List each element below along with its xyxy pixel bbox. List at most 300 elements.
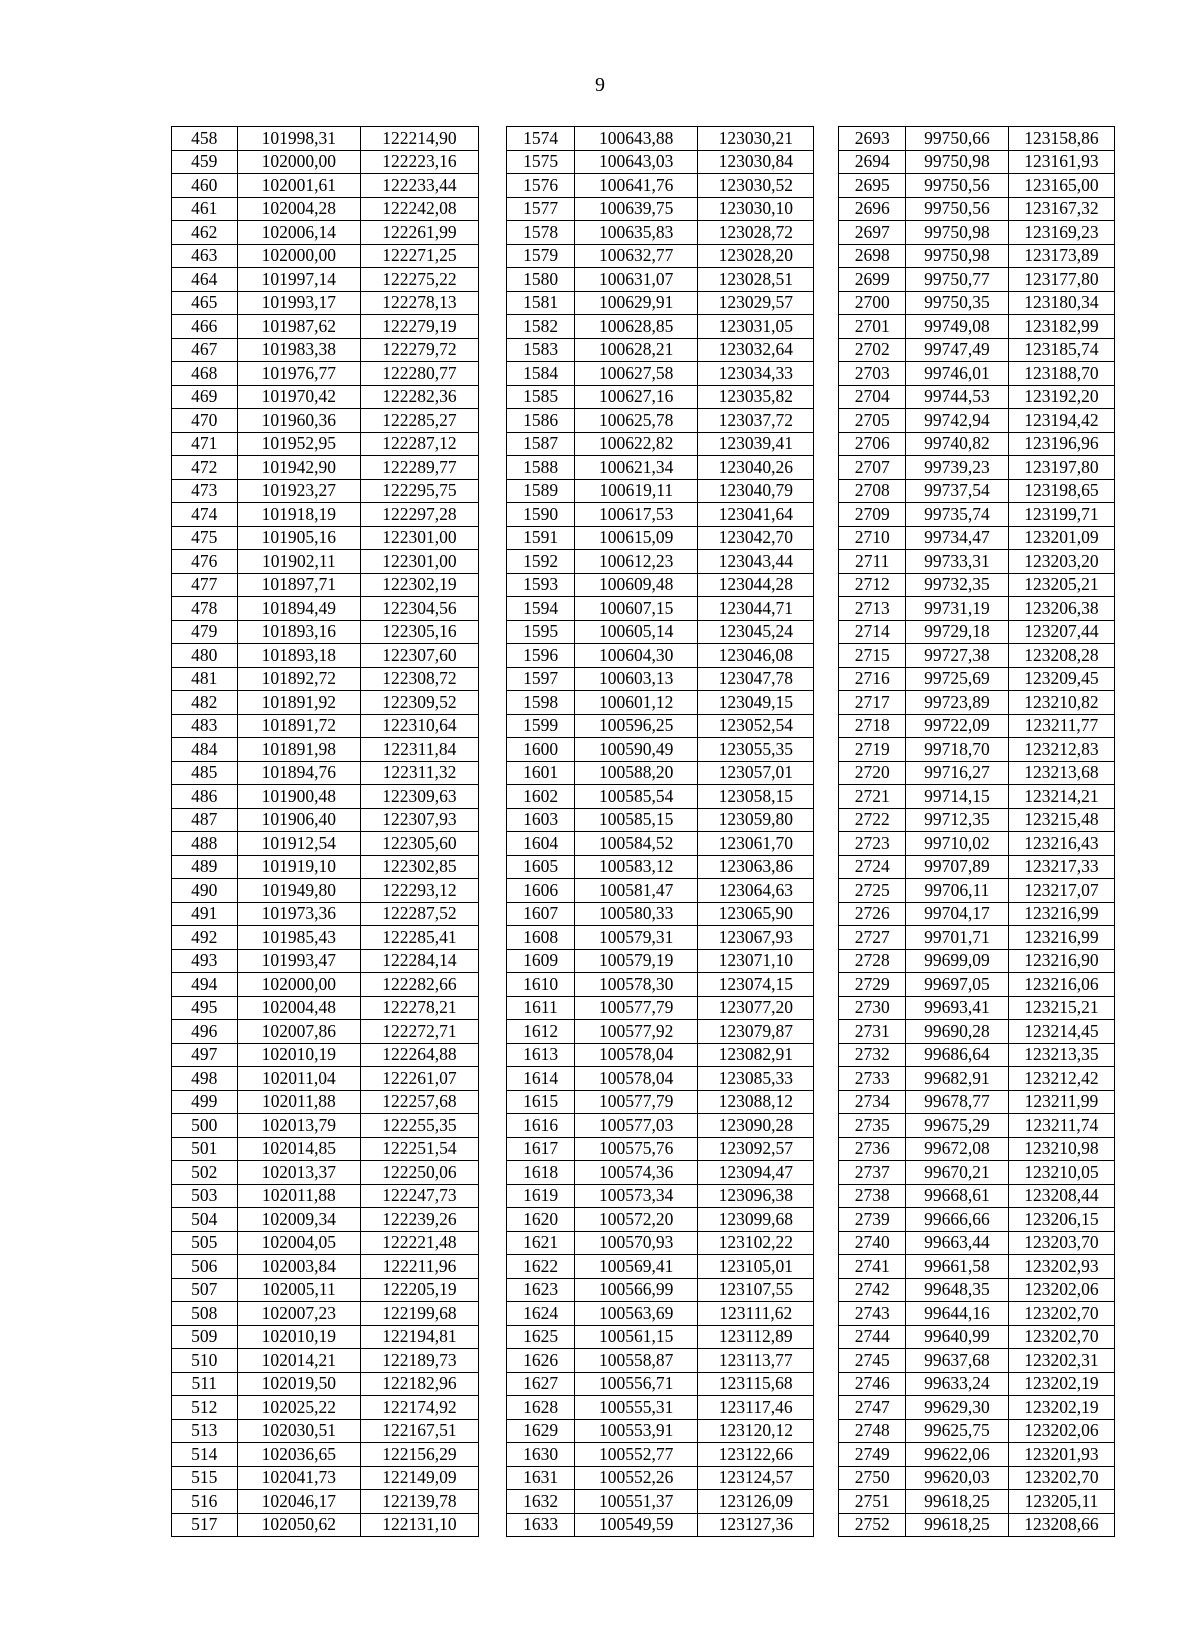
point-number-cell: 485	[172, 761, 238, 785]
y-coordinate-cell: 123209,45	[1008, 667, 1114, 691]
x-coordinate-cell: 100573,34	[575, 1184, 698, 1208]
x-coordinate-cell: 100572,20	[575, 1208, 698, 1232]
point-number-cell: 1581	[506, 291, 575, 315]
y-coordinate-cell: 122311,32	[361, 761, 478, 785]
point-number-cell: 509	[172, 1325, 238, 1349]
column-gap	[814, 432, 839, 456]
column-gap	[478, 174, 506, 198]
table-row	[172, 456, 1115, 480]
x-coordinate-cell: 99663,44	[905, 1231, 1008, 1255]
point-number-cell: 2708	[839, 479, 906, 503]
y-coordinate-cell: 122272,71	[361, 1020, 478, 1044]
column-gap	[814, 996, 839, 1020]
y-coordinate-cell: 123180,34	[1008, 291, 1114, 315]
column-gap	[478, 1325, 506, 1349]
x-coordinate-cell: 102005,11	[237, 1278, 361, 1302]
y-coordinate-cell: 123124,57	[698, 1466, 814, 1490]
y-coordinate-cell: 122149,09	[361, 1466, 478, 1490]
x-coordinate-cell: 99704,17	[905, 902, 1008, 926]
column-gap	[814, 644, 839, 668]
point-number-cell: 1631	[506, 1466, 575, 1490]
y-coordinate-cell: 122305,16	[361, 620, 478, 644]
y-coordinate-cell: 123192,20	[1008, 385, 1114, 409]
y-coordinate-cell: 122307,93	[361, 808, 478, 832]
y-coordinate-cell: 123099,68	[698, 1208, 814, 1232]
point-number-cell: 460	[172, 174, 238, 198]
table-row	[172, 550, 1115, 574]
y-coordinate-cell: 123158,86	[1008, 127, 1114, 151]
point-number-cell: 2700	[839, 291, 906, 315]
point-number-cell: 1586	[506, 409, 575, 433]
y-coordinate-cell: 122214,90	[361, 127, 478, 151]
x-coordinate-cell: 99750,98	[905, 244, 1008, 268]
x-coordinate-cell: 102014,21	[237, 1349, 361, 1373]
y-coordinate-cell: 123040,79	[698, 479, 814, 503]
column-gap	[478, 1114, 506, 1138]
y-coordinate-cell: 122131,10	[361, 1513, 478, 1537]
x-coordinate-cell: 101983,38	[237, 338, 361, 362]
y-coordinate-cell: 122279,72	[361, 338, 478, 362]
table-row	[172, 949, 1115, 973]
point-number-cell: 2742	[839, 1278, 906, 1302]
x-coordinate-cell: 102004,28	[237, 197, 361, 221]
x-coordinate-cell: 100612,23	[575, 550, 698, 574]
x-coordinate-cell: 100619,11	[575, 479, 698, 503]
y-coordinate-cell: 122302,19	[361, 573, 478, 597]
x-coordinate-cell: 99731,19	[905, 597, 1008, 621]
point-number-cell: 2704	[839, 385, 906, 409]
table-row	[172, 526, 1115, 550]
column-gap	[814, 1372, 839, 1396]
column-gap	[478, 902, 506, 926]
table-row	[172, 808, 1115, 832]
x-coordinate-cell: 102000,00	[237, 244, 361, 268]
point-number-cell: 1582	[506, 315, 575, 339]
y-coordinate-cell: 123203,20	[1008, 550, 1114, 574]
column-gap	[478, 761, 506, 785]
y-coordinate-cell: 123202,93	[1008, 1255, 1114, 1279]
y-coordinate-cell: 123202,06	[1008, 1278, 1114, 1302]
y-coordinate-cell: 122285,27	[361, 409, 478, 433]
y-coordinate-cell: 123165,00	[1008, 174, 1114, 198]
table-row	[172, 714, 1115, 738]
table-row	[172, 1208, 1115, 1232]
column-gap	[478, 597, 506, 621]
point-number-cell: 2736	[839, 1137, 906, 1161]
column-gap	[478, 432, 506, 456]
column-gap	[814, 338, 839, 362]
point-number-cell: 502	[172, 1161, 238, 1185]
table-row	[172, 926, 1115, 950]
y-coordinate-cell: 123057,01	[698, 761, 814, 785]
y-coordinate-cell: 123167,32	[1008, 197, 1114, 221]
y-coordinate-cell: 122285,41	[361, 926, 478, 950]
x-coordinate-cell: 99727,38	[905, 644, 1008, 668]
point-number-cell: 511	[172, 1372, 238, 1396]
table-row	[172, 1490, 1115, 1514]
column-gap	[478, 385, 506, 409]
y-coordinate-cell: 123210,82	[1008, 691, 1114, 715]
point-number-cell: 1617	[506, 1137, 575, 1161]
x-coordinate-cell: 100632,77	[575, 244, 698, 268]
column-gap	[814, 761, 839, 785]
table-row	[172, 197, 1115, 221]
column-gap	[478, 479, 506, 503]
column-gap	[814, 1184, 839, 1208]
table-row	[172, 879, 1115, 903]
y-coordinate-cell: 122271,25	[361, 244, 478, 268]
y-coordinate-cell: 123217,33	[1008, 855, 1114, 879]
point-number-cell: 2698	[839, 244, 906, 268]
column-gap	[814, 291, 839, 315]
y-coordinate-cell: 123201,93	[1008, 1443, 1114, 1467]
column-gap	[478, 644, 506, 668]
point-number-cell: 515	[172, 1466, 238, 1490]
y-coordinate-cell: 123032,64	[698, 338, 814, 362]
x-coordinate-cell: 100569,41	[575, 1255, 698, 1279]
x-coordinate-cell: 100615,09	[575, 526, 698, 550]
column-gap	[814, 1137, 839, 1161]
x-coordinate-cell: 100627,58	[575, 362, 698, 386]
x-coordinate-cell: 100556,71	[575, 1372, 698, 1396]
x-coordinate-cell: 101919,10	[237, 855, 361, 879]
y-coordinate-cell: 123112,89	[698, 1325, 814, 1349]
y-coordinate-cell: 122264,88	[361, 1043, 478, 1067]
x-coordinate-cell: 100579,19	[575, 949, 698, 973]
point-number-cell: 1610	[506, 973, 575, 997]
y-coordinate-cell: 122250,06	[361, 1161, 478, 1185]
point-number-cell: 2706	[839, 432, 906, 456]
x-coordinate-cell: 99699,09	[905, 949, 1008, 973]
table-row	[172, 315, 1115, 339]
point-number-cell: 494	[172, 973, 238, 997]
x-coordinate-cell: 99668,61	[905, 1184, 1008, 1208]
y-coordinate-cell: 123079,87	[698, 1020, 814, 1044]
column-gap	[814, 738, 839, 762]
point-number-cell: 473	[172, 479, 238, 503]
table-row	[172, 785, 1115, 809]
y-coordinate-cell: 123202,19	[1008, 1396, 1114, 1420]
point-number-cell: 493	[172, 949, 238, 973]
y-coordinate-cell: 123205,11	[1008, 1490, 1114, 1514]
x-coordinate-cell: 101976,77	[237, 362, 361, 386]
point-number-cell: 517	[172, 1513, 238, 1537]
x-coordinate-cell: 100577,03	[575, 1114, 698, 1138]
x-coordinate-cell: 100604,30	[575, 644, 698, 668]
x-coordinate-cell: 101894,76	[237, 761, 361, 785]
y-coordinate-cell: 123214,45	[1008, 1020, 1114, 1044]
y-coordinate-cell: 123211,74	[1008, 1114, 1114, 1138]
x-coordinate-cell: 102046,17	[237, 1490, 361, 1514]
x-coordinate-cell: 101923,27	[237, 479, 361, 503]
table-row	[172, 1090, 1115, 1114]
point-number-cell: 2738	[839, 1184, 906, 1208]
point-number-cell: 2697	[839, 221, 906, 245]
y-coordinate-cell: 122305,60	[361, 832, 478, 856]
column-gap	[478, 197, 506, 221]
x-coordinate-cell: 100584,52	[575, 832, 698, 856]
y-coordinate-cell: 122194,81	[361, 1325, 478, 1349]
y-coordinate-cell: 123092,57	[698, 1137, 814, 1161]
point-number-cell: 1603	[506, 808, 575, 832]
y-coordinate-cell: 123090,28	[698, 1114, 814, 1138]
y-coordinate-cell: 122309,52	[361, 691, 478, 715]
table-row	[172, 1513, 1115, 1537]
x-coordinate-cell: 99722,09	[905, 714, 1008, 738]
point-number-cell: 468	[172, 362, 238, 386]
x-coordinate-cell: 100553,91	[575, 1419, 698, 1443]
point-number-cell: 505	[172, 1231, 238, 1255]
point-number-cell: 1576	[506, 174, 575, 198]
x-coordinate-cell: 100555,31	[575, 1396, 698, 1420]
y-coordinate-cell: 122199,68	[361, 1302, 478, 1326]
table-row	[172, 1067, 1115, 1091]
table-row	[172, 855, 1115, 879]
point-number-cell: 1614	[506, 1067, 575, 1091]
x-coordinate-cell: 100578,04	[575, 1067, 698, 1091]
coordinates-table	[171, 126, 1115, 1537]
x-coordinate-cell: 102011,04	[237, 1067, 361, 1091]
point-number-cell: 2712	[839, 573, 906, 597]
y-coordinate-cell: 123028,20	[698, 244, 814, 268]
x-coordinate-cell: 102013,37	[237, 1161, 361, 1185]
column-gap	[814, 268, 839, 292]
x-coordinate-cell: 101960,36	[237, 409, 361, 433]
table-row	[172, 620, 1115, 644]
column-gap	[814, 315, 839, 339]
x-coordinate-cell: 101906,40	[237, 808, 361, 832]
y-coordinate-cell: 123122,66	[698, 1443, 814, 1467]
column-gap	[814, 550, 839, 574]
point-number-cell: 1618	[506, 1161, 575, 1185]
point-number-cell: 2725	[839, 879, 906, 903]
column-gap	[814, 479, 839, 503]
y-coordinate-cell: 123210,98	[1008, 1137, 1114, 1161]
point-number-cell: 2705	[839, 409, 906, 433]
y-coordinate-cell: 122311,84	[361, 738, 478, 762]
point-number-cell: 463	[172, 244, 238, 268]
y-coordinate-cell: 123202,70	[1008, 1302, 1114, 1326]
point-number-cell: 1608	[506, 926, 575, 950]
point-number-cell: 1595	[506, 620, 575, 644]
point-number-cell: 2718	[839, 714, 906, 738]
x-coordinate-cell: 102004,05	[237, 1231, 361, 1255]
x-coordinate-cell: 99693,41	[905, 996, 1008, 1020]
point-number-cell: 2732	[839, 1043, 906, 1067]
column-gap	[478, 926, 506, 950]
table-row	[172, 667, 1115, 691]
column-gap	[814, 174, 839, 198]
x-coordinate-cell: 101918,19	[237, 503, 361, 527]
y-coordinate-cell: 123215,48	[1008, 808, 1114, 832]
point-number-cell: 2711	[839, 550, 906, 574]
column-gap	[814, 503, 839, 527]
table-row	[172, 644, 1115, 668]
point-number-cell: 2751	[839, 1490, 906, 1514]
point-number-cell: 2729	[839, 973, 906, 997]
x-coordinate-cell: 99729,18	[905, 620, 1008, 644]
y-coordinate-cell: 123203,70	[1008, 1231, 1114, 1255]
x-coordinate-cell: 100585,54	[575, 785, 698, 809]
point-number-cell: 2724	[839, 855, 906, 879]
y-coordinate-cell: 123074,15	[698, 973, 814, 997]
column-gap	[814, 667, 839, 691]
x-coordinate-cell: 102010,19	[237, 1325, 361, 1349]
x-coordinate-cell: 101987,62	[237, 315, 361, 339]
point-number-cell: 1599	[506, 714, 575, 738]
x-coordinate-cell: 99750,77	[905, 268, 1008, 292]
y-coordinate-cell: 123055,35	[698, 738, 814, 762]
point-number-cell: 2739	[839, 1208, 906, 1232]
point-number-cell: 1607	[506, 902, 575, 926]
column-gap	[814, 1419, 839, 1443]
point-number-cell: 1597	[506, 667, 575, 691]
point-number-cell: 458	[172, 127, 238, 151]
y-coordinate-cell: 122308,72	[361, 667, 478, 691]
point-number-cell: 2733	[839, 1067, 906, 1091]
column-gap	[814, 573, 839, 597]
point-number-cell: 499	[172, 1090, 238, 1114]
point-number-cell: 475	[172, 526, 238, 550]
x-coordinate-cell: 99750,98	[905, 150, 1008, 174]
table-row	[172, 244, 1115, 268]
x-coordinate-cell: 99686,64	[905, 1043, 1008, 1067]
point-number-cell: 1588	[506, 456, 575, 480]
column-gap	[478, 973, 506, 997]
table-row	[172, 597, 1115, 621]
y-coordinate-cell: 122307,60	[361, 644, 478, 668]
y-coordinate-cell: 123177,80	[1008, 268, 1114, 292]
x-coordinate-cell: 99735,74	[905, 503, 1008, 527]
point-number-cell: 1630	[506, 1443, 575, 1467]
point-number-cell: 469	[172, 385, 238, 409]
point-number-cell: 2735	[839, 1114, 906, 1138]
y-coordinate-cell: 123173,89	[1008, 244, 1114, 268]
point-number-cell: 2694	[839, 150, 906, 174]
x-coordinate-cell: 99618,25	[905, 1513, 1008, 1537]
y-coordinate-cell: 123077,20	[698, 996, 814, 1020]
y-coordinate-cell: 123120,12	[698, 1419, 814, 1443]
y-coordinate-cell: 123107,55	[698, 1278, 814, 1302]
point-number-cell: 2726	[839, 902, 906, 926]
column-gap	[478, 1443, 506, 1467]
x-coordinate-cell: 101891,98	[237, 738, 361, 762]
x-coordinate-cell: 99716,27	[905, 761, 1008, 785]
point-number-cell: 486	[172, 785, 238, 809]
y-coordinate-cell: 123058,15	[698, 785, 814, 809]
column-gap	[814, 1513, 839, 1537]
point-number-cell: 491	[172, 902, 238, 926]
x-coordinate-cell: 100577,79	[575, 1090, 698, 1114]
column-gap	[814, 1302, 839, 1326]
point-number-cell: 1583	[506, 338, 575, 362]
column-gap	[814, 808, 839, 832]
table-row	[172, 221, 1115, 245]
x-coordinate-cell: 100643,03	[575, 150, 698, 174]
table-row	[172, 1372, 1115, 1396]
y-coordinate-cell: 122251,54	[361, 1137, 478, 1161]
point-number-cell: 472	[172, 456, 238, 480]
x-coordinate-cell: 100643,88	[575, 127, 698, 151]
x-coordinate-cell: 99661,58	[905, 1255, 1008, 1279]
point-number-cell: 1624	[506, 1302, 575, 1326]
column-gap	[814, 1067, 839, 1091]
y-coordinate-cell: 123111,62	[698, 1302, 814, 1326]
x-coordinate-cell: 99706,11	[905, 879, 1008, 903]
y-coordinate-cell: 122255,35	[361, 1114, 478, 1138]
point-number-cell: 495	[172, 996, 238, 1020]
y-coordinate-cell: 123065,90	[698, 902, 814, 926]
point-number-cell: 1577	[506, 197, 575, 221]
x-coordinate-cell: 100621,34	[575, 456, 698, 480]
point-number-cell: 500	[172, 1114, 238, 1138]
x-coordinate-cell: 99740,82	[905, 432, 1008, 456]
x-coordinate-cell: 100617,53	[575, 503, 698, 527]
y-coordinate-cell: 122247,73	[361, 1184, 478, 1208]
x-coordinate-cell: 99718,70	[905, 738, 1008, 762]
y-coordinate-cell: 123169,23	[1008, 221, 1114, 245]
y-coordinate-cell: 123161,93	[1008, 150, 1114, 174]
y-coordinate-cell: 123211,77	[1008, 714, 1114, 738]
y-coordinate-cell: 122275,22	[361, 268, 478, 292]
y-coordinate-cell: 123067,93	[698, 926, 814, 950]
point-number-cell: 507	[172, 1278, 238, 1302]
point-number-cell: 2720	[839, 761, 906, 785]
x-coordinate-cell: 99742,94	[905, 409, 1008, 433]
y-coordinate-cell: 123035,82	[698, 385, 814, 409]
x-coordinate-cell: 99644,16	[905, 1302, 1008, 1326]
column-gap	[478, 1043, 506, 1067]
table-row	[172, 691, 1115, 715]
column-gap	[478, 1231, 506, 1255]
y-coordinate-cell: 123115,68	[698, 1372, 814, 1396]
x-coordinate-cell: 102000,00	[237, 150, 361, 174]
y-coordinate-cell: 123044,28	[698, 573, 814, 597]
y-coordinate-cell: 123041,64	[698, 503, 814, 527]
y-coordinate-cell: 122205,19	[361, 1278, 478, 1302]
point-number-cell: 1606	[506, 879, 575, 903]
column-gap	[478, 808, 506, 832]
point-number-cell: 1611	[506, 996, 575, 1020]
x-coordinate-cell: 99750,66	[905, 127, 1008, 151]
x-coordinate-cell: 101893,18	[237, 644, 361, 668]
point-number-cell: 1589	[506, 479, 575, 503]
column-gap	[814, 1349, 839, 1373]
y-coordinate-cell: 123216,90	[1008, 949, 1114, 973]
point-number-cell: 496	[172, 1020, 238, 1044]
point-number-cell: 474	[172, 503, 238, 527]
point-number-cell: 2731	[839, 1020, 906, 1044]
point-number-cell: 1621	[506, 1231, 575, 1255]
point-number-cell: 2727	[839, 926, 906, 950]
table-row	[172, 268, 1115, 292]
column-gap	[478, 1255, 506, 1279]
table-row	[172, 127, 1115, 151]
table-row	[172, 1231, 1115, 1255]
y-coordinate-cell: 122242,08	[361, 197, 478, 221]
table-row	[172, 1325, 1115, 1349]
x-coordinate-cell: 99739,23	[905, 456, 1008, 480]
x-coordinate-cell: 100631,07	[575, 268, 698, 292]
y-coordinate-cell: 123210,05	[1008, 1161, 1114, 1185]
point-number-cell: 1613	[506, 1043, 575, 1067]
column-gap	[478, 1208, 506, 1232]
point-number-cell: 2737	[839, 1161, 906, 1185]
column-gap	[814, 1325, 839, 1349]
x-coordinate-cell: 102000,00	[237, 973, 361, 997]
point-number-cell: 2730	[839, 996, 906, 1020]
point-number-cell: 1602	[506, 785, 575, 809]
